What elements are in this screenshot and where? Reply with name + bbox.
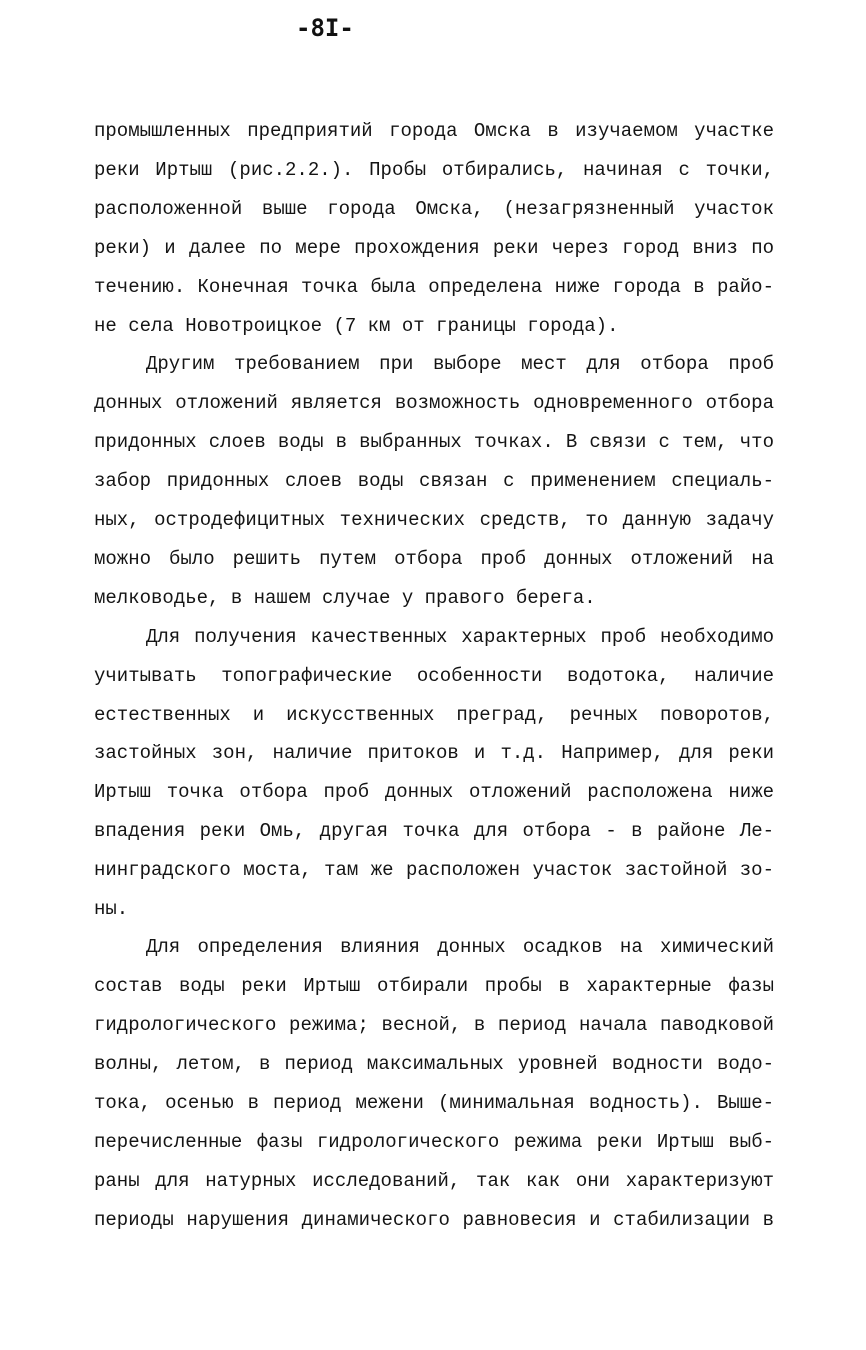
paragraph-2-line-7: мелководье, в нашем случае у правого берега. bbox=[94, 587, 596, 609]
paragraph-4-line-5: тока, осенью в период межени (минимальная водность). Выше- bbox=[94, 1092, 774, 1114]
paragraph-2-line-5: ных, остродефицитных технических средств, то данную задачу bbox=[94, 509, 774, 531]
paragraph-2-line-2: донных отложений является возможность одновременного отбора bbox=[94, 392, 774, 414]
paragraph-3-line-4: застойных зон, наличие притоков и т.д. Например, для реки bbox=[94, 742, 774, 764]
paragraph-1-line-6: не села Новотроицкое (7 км от границы города). bbox=[94, 315, 619, 337]
paragraph-1-line-3: расположенной выше города Омска, (незагрязненный участок bbox=[94, 198, 774, 220]
paragraph-1-line-5: течению. Конечная точка была определена ниже города в райо- bbox=[94, 276, 774, 298]
paragraph-3-line-3: естественных и искусственных преград, речных поворотов, bbox=[94, 704, 774, 726]
paragraph-2-line-3: придонных слоев воды в выбранных точках. В связи с тем, что bbox=[94, 431, 774, 453]
paragraph-2-line-1: Другим требованием при выборе мест для отбора проб bbox=[146, 353, 774, 375]
paragraph-1-line-4: реки) и далее по мере прохождения реки через город вниз по bbox=[94, 237, 774, 259]
paragraph-3-line-2: учитывать топографические особенности водотока, наличие bbox=[94, 665, 774, 687]
paragraph-4-line-2: состав воды реки Иртыш отбирали пробы в характерные фазы bbox=[94, 975, 774, 997]
paragraph-4-line-3: гидрологического режима; весной, в период начала паводковой bbox=[94, 1014, 774, 1036]
paragraph-2-line-4: забор придонных слоев воды связан с применением специаль- bbox=[94, 470, 774, 492]
paragraph-1-line-1: промышленных предприятий города Омска в изучаемом участке bbox=[94, 120, 774, 142]
paragraph-4-line-4: волны, летом, в период максимальных уровней водности водо- bbox=[94, 1053, 774, 1075]
paragraph-3-line-6: впадения реки Омь, другая точка для отбора - в районе Ле- bbox=[94, 820, 774, 842]
paragraph-3-line-1: Для получения качественных характерных проб необходимо bbox=[146, 626, 774, 648]
paragraph-3-line-7: нинградского моста, там же расположен участок застойной зо- bbox=[94, 859, 774, 881]
paragraph-3-line-5: Иртыш точка отбора проб донных отложений расположена ниже bbox=[94, 781, 774, 803]
paragraph-2-line-6: можно было решить путем отбора проб донных отложений на bbox=[94, 548, 774, 570]
paragraph-3-line-8: ны. bbox=[94, 898, 129, 920]
paragraph-4-line-8: периоды нарушения динамического равновесия и стабилизации в bbox=[94, 1209, 774, 1231]
paragraph-1-line-2: реки Иртыш (рис.2.2.). Пробы отбирались, начиная с точки, bbox=[94, 159, 774, 181]
paragraph-4-line-6: перечисленные фазы гидрологического режима реки Иртыш выб- bbox=[94, 1131, 774, 1153]
paragraph-4-line-7: раны для натурных исследований, так как они характеризуют bbox=[94, 1170, 774, 1192]
page-number: -8I- bbox=[296, 14, 354, 42]
paragraph-4-line-1: Для определения влияния донных осадков на химический bbox=[146, 936, 774, 958]
